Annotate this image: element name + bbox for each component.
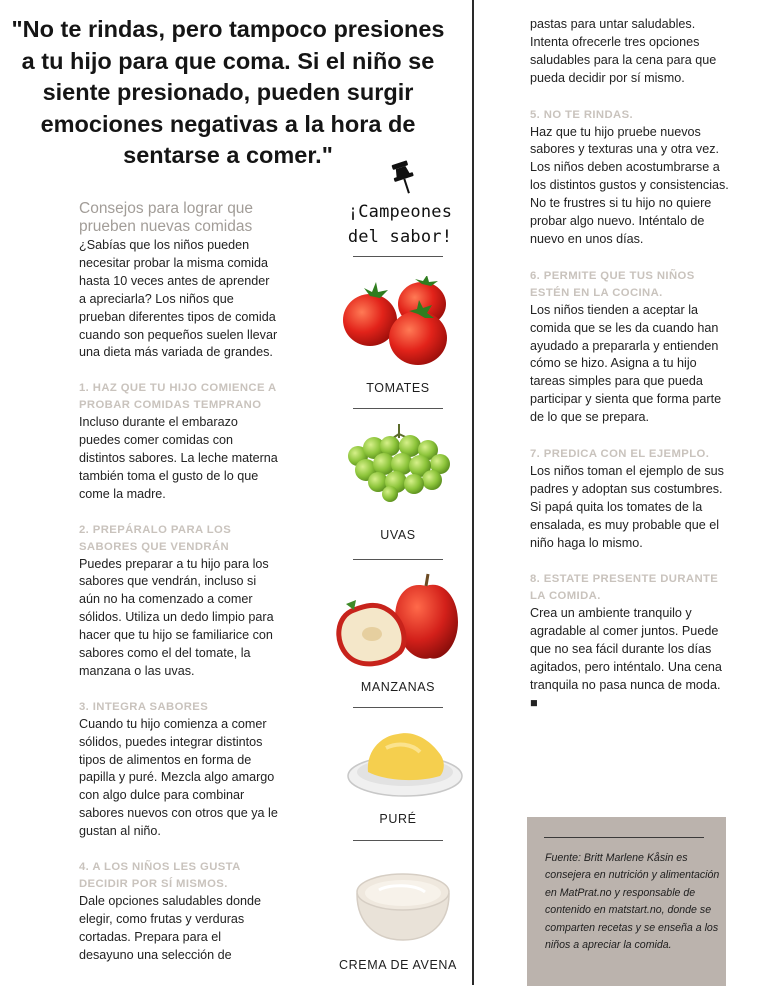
tip-section [530,446,730,552]
apples-image [334,572,460,670]
divider [353,707,443,708]
tip-heading: 6. PERMITE QUE TUS NIÑOS ESTÉN EN LA COCINA. [530,269,695,299]
pushpin-icon [389,160,419,196]
sidebar-title [340,200,460,250]
food-label: PURÉ [379,812,417,826]
tip-heading: 2. PREPÁRALO PARA LOS SABORES QUE VENDRÁN [79,523,232,553]
oat-cream-image [353,866,453,942]
divider [353,408,443,409]
tip-heading: 7. PREDICA CON EL EJEMPLO. [530,448,710,461]
tip-section [530,268,730,427]
tip-text: Haz que tu hijo pruebe nuevos sabores y texturas una y otra vez. Los niños deben acostumbrarse a los distintos gustos y consistencias. No te frustres si tu hijo no quiere probar algo nuevo. Inténtalo de nuevo en unos días. [530,124,729,246]
tip-heading: 8. ESTATE PRESENTE DURANTE LA COMIDA. [530,573,719,603]
sidebar-title-line: del sabor! [347,227,453,247]
source-rule [544,837,704,838]
tip-heading: 3. INTEGRA SABORES [79,700,209,713]
source-text: Fuente: Britt Marlene Kåsin es consejera en nutrición y alimentación en MatPrat.no y responsable de contenido en matstart.no, donde se comparten recetas y se enseña a los niños a apreciar la comida. [545,852,720,952]
tip-heading: 4. A LOS NIÑOS LES GUSTA DECIDIR POR SÍ MISMOS. [79,861,241,890]
continued-text: pastas para untar saludables. Intenta ofrecerle tres opciones saludables para la cena para que pueda decidir por sí mismo. [530,17,717,85]
tip-heading: 1. HAZ QUE TU HIJO COMIENCE A PROBAR COMIDAS TEMPRANO [79,382,277,412]
left-column [79,200,279,965]
tip-heading: 5. NO TE RINDAS. [530,108,634,121]
sidebar-title-line: ¡Campeones [347,202,453,222]
source-box [527,817,726,986]
divider [353,256,443,257]
puree-image [346,726,464,798]
tip-text: Los niños toman el ejemplo de sus padres y adoptan sus costumbres. Si papá quita los tomates de la ensalada, es muy probable que el niño haga lo mismo. [530,463,724,550]
tip-section [530,571,730,712]
tip-text: Puedes preparar a tu hijo para los sabores que vendrán, incluso si aún no ha comenzado a comer sólidos. Utiliza un dedo limpio para hacer que tu hijo se familiarice con sabores como el del tomate, la manzana o las uvas. [79,556,274,678]
food-label: CREMA DE AVENA [339,958,457,972]
pull-quote: "No te rindas, pero tampoco presiones a tu hijo para que coma. Si el niño se siente presionado, pueden surgir emociones negativas a la hora de sentarse a comer." [11,16,445,168]
food-label: TOMATES [366,381,430,395]
food-label: MANZANAS [360,680,436,694]
tip-text: Cuando tu hijo comienza a comer sólidos, puedes integrar distintos tipos de alimentos en forma de papilla y puré. Mezcla algo amargo con algo dulce para combinar sabores nuevos con otros que ya le gustan al niño. [79,716,278,839]
tip-text: Incluso durante el embarazo puedes comer comidas con distintos sabores. La leche materna también toma el gusto de lo que come la madre. [79,415,278,501]
tip-text: Crea un ambiente tranquilo y agradable al comer juntos. Puede que no sea fácil durante los días agitados, pero inténtalo. Una cena tranquila no pasa nunca de moda. ■ [530,606,722,710]
tip-section [79,380,279,503]
column-divider [472,0,474,985]
grapes-image [344,424,452,502]
right-column [530,16,730,713]
tip-text: Los niños tienden a aceptar la comida que se les da cuando han ayudado a prepararla y entienden cómo se hizo. Asigna a tu hijo tareas simples para que pueda participar y sienta que forma parte de lo que se prepara. [530,302,722,425]
tomatoes-image [340,276,452,368]
food-label: UVAS [380,528,416,542]
tip-section [79,859,279,964]
tip-text: Dale opciones saludables donde elegir, como frutas y verduras cortadas. Prepara para el desayuno una selección de [79,893,262,962]
tip-section [530,107,730,249]
divider [353,559,443,560]
tip-section [79,699,279,841]
tip-section [79,522,279,681]
intro-text: ¿Sabías que los niños pueden necesitar probar la misma comida hasta 10 veces antes de aprender a apreciarla? Los niños que prueban diferentes tipos de comida cuando son pequeños suelen llevar una dieta más variada de grandes. [79,238,278,360]
intro-title: Consejos para lograr que prueben nuevas comidas [79,200,254,235]
divider [353,840,443,841]
